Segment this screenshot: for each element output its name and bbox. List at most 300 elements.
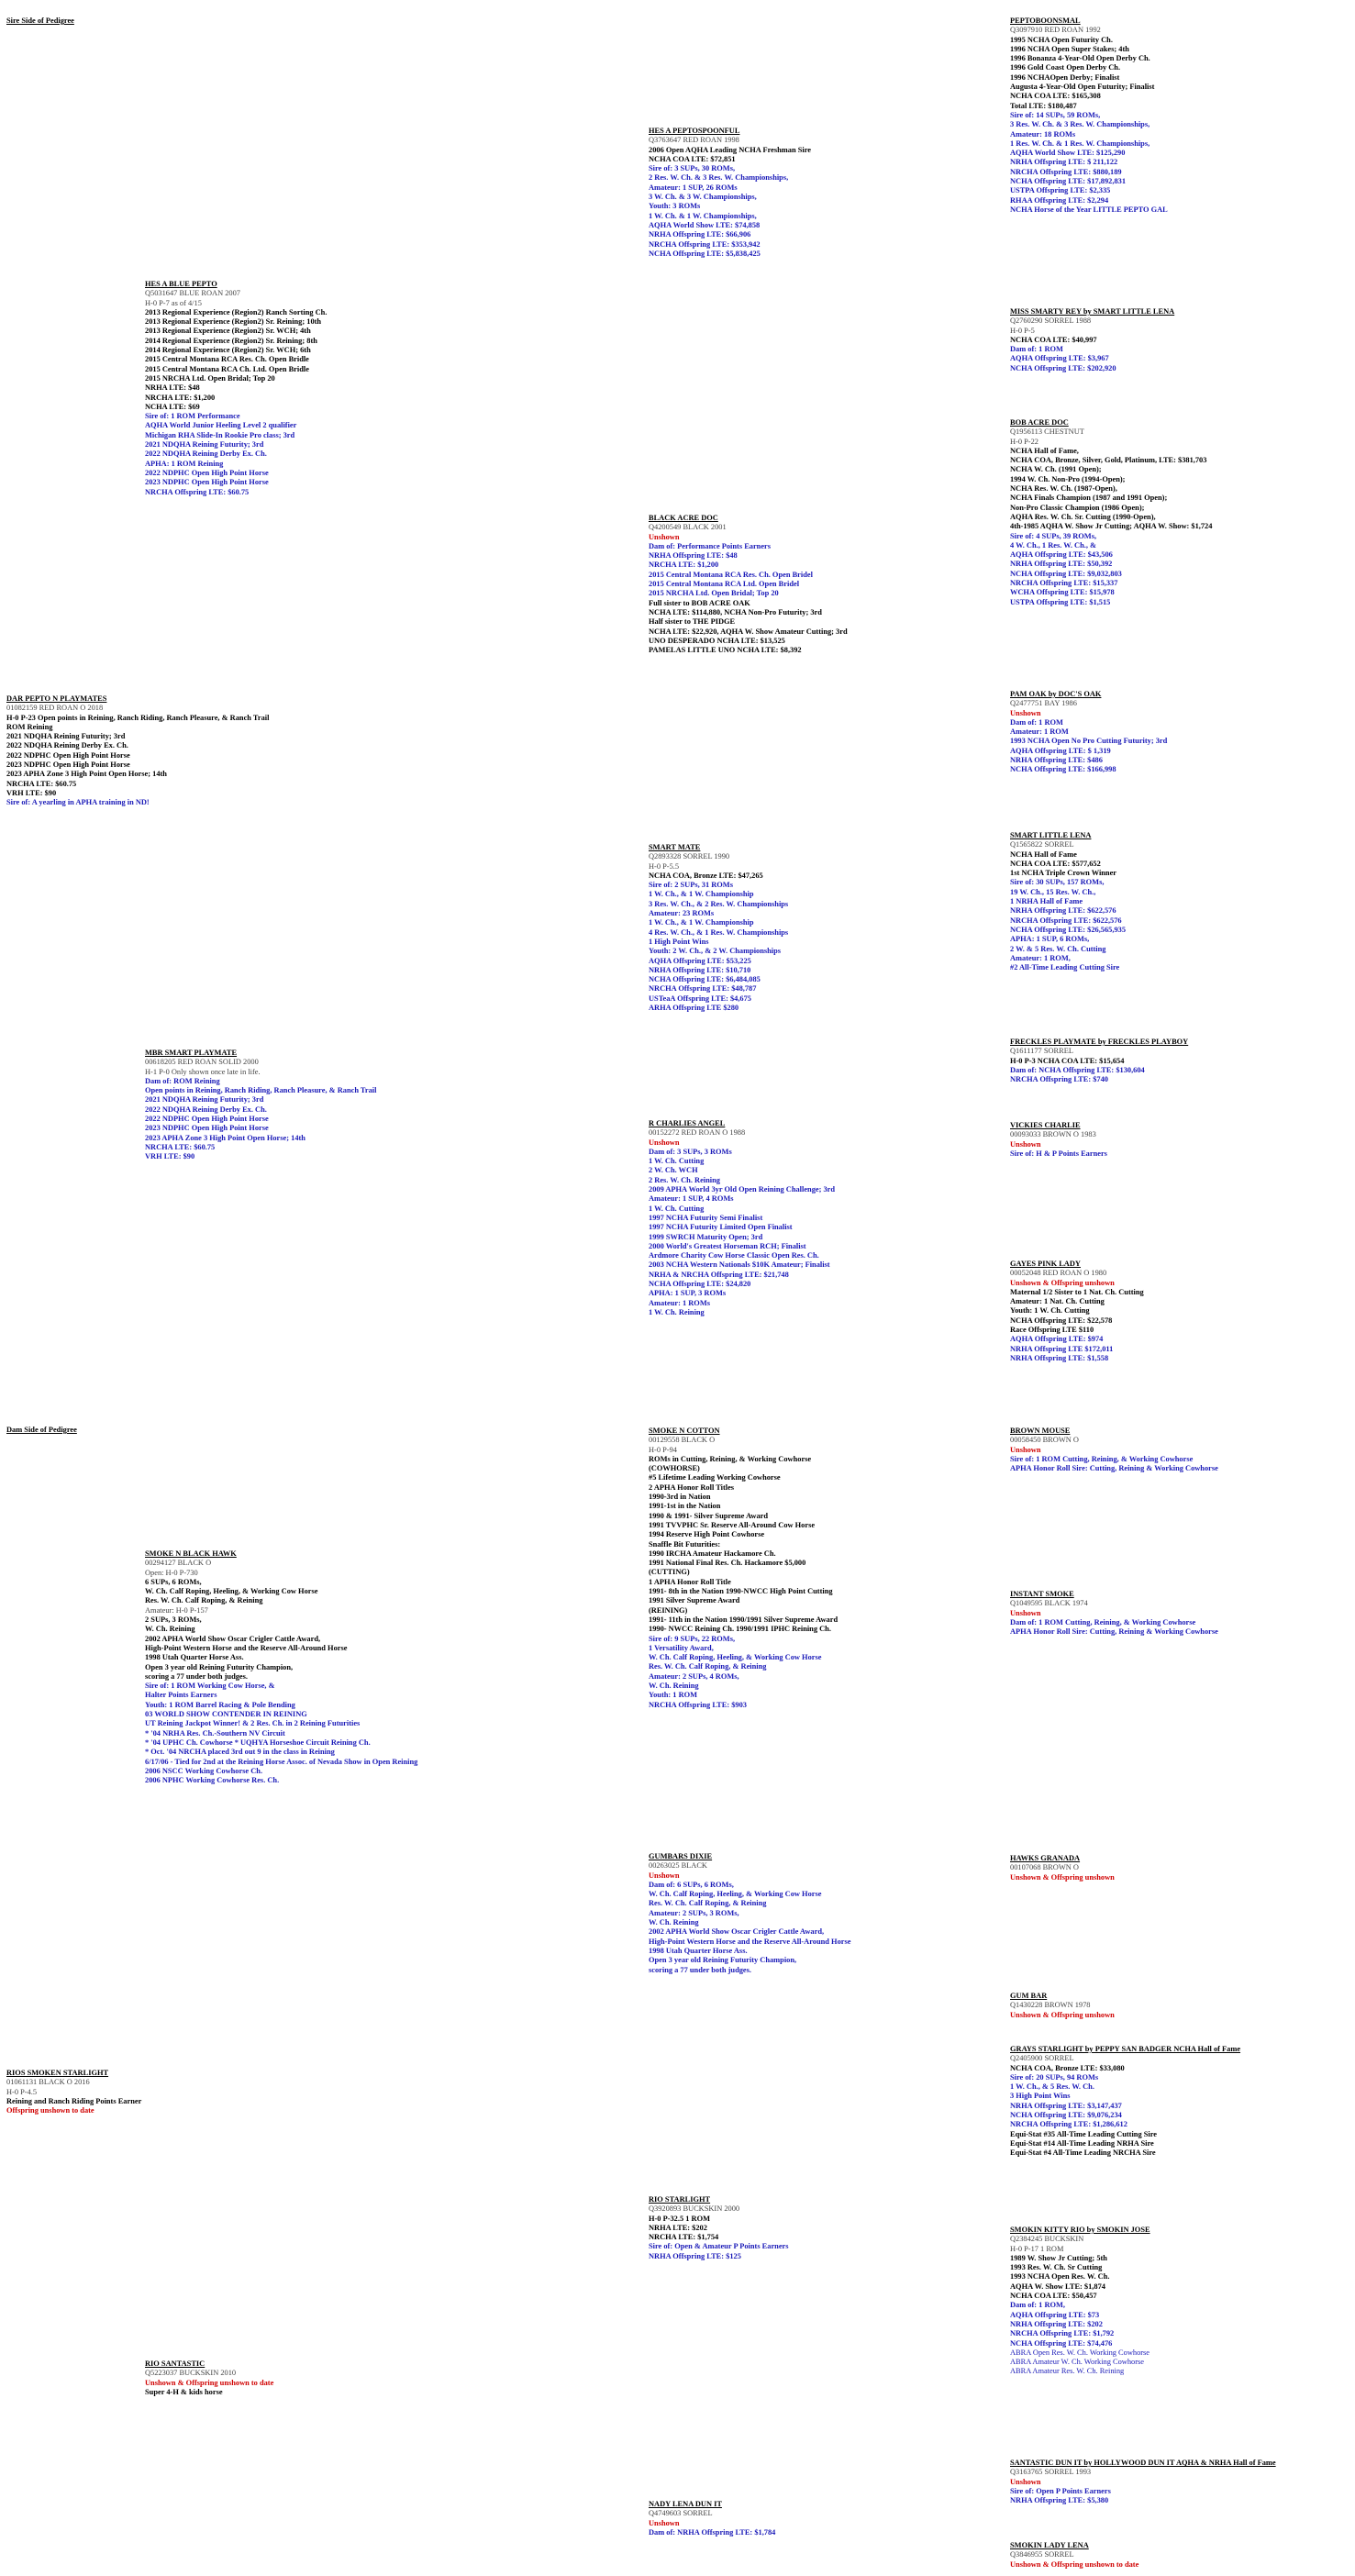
horse-name: DAR PEPTO N PLAYMATES xyxy=(6,694,107,703)
horse-detail-line: 1993 NCHA Open Res. W. Ch. xyxy=(1010,2272,1110,2282)
horse-detail-line: 4 W. Ch., 1 Res. W. Ch., & xyxy=(1010,540,1097,550)
horse-detail-line: 00129558 BLACK O xyxy=(649,1436,716,1445)
horse-detail-line: Amateur: 1 SUP, 4 ROMs xyxy=(649,1194,734,1204)
horse-detail-line: NRHA Offspring LTE: $50,392 xyxy=(1010,560,1113,569)
horse-detail-line: NRCHA Offspring LTE: $740 xyxy=(1010,1075,1108,1084)
horse-detail-line: Equi-Stat #4 All-Time Leading NRCHA Sire xyxy=(1010,2149,1156,2158)
horse-block-pam-oak xyxy=(1010,690,1340,775)
horse-detail-line: NRCHA Offspring LTE: $1,792 xyxy=(1010,2329,1115,2338)
horse-detail-line: 03 WORLD SHOW CONTENDER IN REINING xyxy=(145,1710,307,1719)
horse-detail-line: NCHA COA, Bronze LTE: $47,265 xyxy=(649,871,763,880)
horse-detail-line: Amateur: 1 ROMs xyxy=(649,1298,710,1307)
horse-block-rios-smoken-starlight xyxy=(6,2069,337,2115)
horse-detail-line: 01061131 BLACK O 2016 xyxy=(6,2078,90,2087)
horse-detail-line: NRHA Offspring LTE: $66,906 xyxy=(649,230,751,239)
horse-detail-line: NCHA Offspring LTE: $26,565,935 xyxy=(1010,925,1127,934)
horse-detail-line: NCHA COA LTE: $577,652 xyxy=(1010,859,1101,868)
horse-detail-line: H-0 P-5.5 xyxy=(649,861,680,871)
horse-detail-line: Reining and Ranch Riding Points Earner xyxy=(6,2096,142,2105)
horse-detail-line: * Oct. '04 NRCHA placed 3rd out 9 in the class in Reining xyxy=(145,1748,335,1757)
horse-detail-line: Youth: 1 ROM Barrel Racing & Pole Bending xyxy=(145,1700,295,1709)
horse-detail-line: Sire of: 2 SUPs, 31 ROMs xyxy=(649,881,733,890)
horse-detail-line: NRCHA Offspring LTE: $353,942 xyxy=(649,239,761,249)
horse-detail-line: 1990- NWCC Reining Ch. 1990/1991 IPHC Reining Ch. xyxy=(649,1625,831,1634)
horse-detail-line: 2015 Central Montana RCA Ch. Ltd. Open Bridle xyxy=(145,364,309,373)
horse-detail-line: Amateur: 2 SUPs, 3 ROMs, xyxy=(649,1908,739,1917)
horse-block-gayes-pink-lady xyxy=(1010,1260,1340,1363)
horse-detail-line: Unshown & Offspring unshown to date xyxy=(1010,2559,1139,2569)
horse-detail-line: APHA: 1 SUP, 6 ROMs, xyxy=(1010,935,1090,944)
horse-detail-line: ARHA Offspring LTE $280 xyxy=(649,1004,739,1013)
horse-block-rio-santastic xyxy=(145,2359,475,2397)
horse-detail-line: 2003 NCHA Western Nationals $10K Amateur; Finalist xyxy=(649,1260,830,1270)
horse-detail-line: Halter Points Earners xyxy=(145,1691,217,1700)
horse-detail-line: 2023 APHA Zone 3 High Point Open Horse; 14th xyxy=(145,1133,305,1142)
horse-name: FRECKLES PLAYMATE by FRECKLES PLAYBOY xyxy=(1010,1038,1189,1046)
horse-detail-line: Offspring unshown to date xyxy=(6,2106,94,2115)
horse-detail-line: 1991 Silver Supreme Award xyxy=(649,1596,740,1605)
horse-detail-line: Dam of: ROM Reining xyxy=(145,1076,220,1085)
horse-detail-line: 1997 NCHA Futurity Semi Finalist xyxy=(649,1213,763,1222)
horse-detail-line: Amateur: 18 ROMs xyxy=(1010,129,1076,139)
horse-detail-line: AQHA W. Show LTE: $1,874 xyxy=(1010,2282,1105,2291)
horse-detail-line: 1996 Gold Coast Open Derby Ch. xyxy=(1010,63,1121,72)
horse-detail-line: NRHA Offspring LTE: $125 xyxy=(649,2251,741,2260)
horse-detail-line: 00107068 BROWN O xyxy=(1010,1863,1079,1872)
horse-block-smokin-lady-lena xyxy=(1010,2541,1340,2570)
horse-detail-line: PAMELAS LITTLE UNO NCHA LTE: $8,392 xyxy=(649,646,802,655)
horse-name: SMOKE N COTTON xyxy=(649,1427,720,1435)
horse-detail-line: 1991- 11th in the Nation 1990/1991 Silver Supreme Award xyxy=(649,1615,839,1624)
horse-name: RIO SANTASTIC xyxy=(145,2359,205,2368)
horse-detail-line: AQHA Offspring LTE: $3,967 xyxy=(1010,354,1109,363)
horse-detail-line: VRH LTE: $90 xyxy=(145,1152,195,1161)
horse-detail-line: Amateur: 1 Nat. Ch. Cutting xyxy=(1010,1297,1105,1306)
horse-detail-line: USTPA Offspring LTE: $1,515 xyxy=(1010,597,1111,606)
horse-detail-line: AQHA Offspring LTE: $53,225 xyxy=(649,956,751,965)
horse-detail-line: NCHA Offspring LTE: $5,838,425 xyxy=(649,249,761,258)
horse-detail-line: 1998 Utah Quarter Horse Ass. xyxy=(649,1946,748,1955)
horse-detail-line: 00294127 BLACK O xyxy=(145,1559,212,1568)
horse-detail-line: Q3763647 RED ROAN 1998 xyxy=(649,136,739,145)
horse-detail-line: Maternal 1/2 Sister to 1 Nat. Ch. Cutting xyxy=(1010,1287,1144,1296)
horse-detail-line: Q2384245 BUCKSKIN xyxy=(1010,2235,1084,2244)
horse-detail-line: Unshown & Offspring unshown xyxy=(1010,1872,1115,1882)
horse-detail-line: NCHA LTE: $22,920, AQHA W. Show Amateur Cutting; 3rd xyxy=(649,627,848,636)
horse-detail-line: Full sister to BOB ACRE OAK xyxy=(649,598,750,607)
horse-detail-line: Q1611177 SORREL xyxy=(1010,1047,1073,1056)
horse-detail-line: 1991- 8th in the Nation 1990-NWCC High Point Cutting xyxy=(649,1587,833,1596)
horse-detail-line: 1993 Res. W. Ch. Sr Cutting xyxy=(1010,2263,1103,2272)
horse-detail-line: NCHA Offspring LTE: $202,920 xyxy=(1010,363,1116,372)
horse-detail-line: Amateur: 2 SUPs, 4 ROMs, xyxy=(649,1671,739,1681)
horse-detail-line: Unshown xyxy=(1010,708,1041,717)
horse-detail-line: 1994 Reserve High Point Cowhorse xyxy=(649,1530,765,1539)
horse-detail-line: Q2477751 BAY 1986 xyxy=(1010,699,1077,708)
horse-detail-line: Unshown xyxy=(649,2518,680,2527)
horse-detail-line: H-0 P-5 xyxy=(1010,326,1035,335)
horse-detail-line: NRHA Offspring LTE: $ 211,122 xyxy=(1010,158,1118,167)
horse-detail-line: 2006 Open AQHA Leading NCHA Freshman Sire xyxy=(649,145,811,154)
horse-detail-line: Open: H-0 P-730 xyxy=(145,1568,198,1577)
horse-detail-line: NCHA COA LTE: $40,997 xyxy=(1010,335,1097,344)
horse-detail-line: NCHA Offspring LTE: $22,578 xyxy=(1010,1316,1113,1325)
horse-detail-line: NCHA Offspring LTE: $24,820 xyxy=(649,1280,751,1289)
horse-block-grays-starlight xyxy=(1010,2045,1340,2159)
horse-detail-line: Dam of: NCHA Offspring LTE: $130,604 xyxy=(1010,1065,1145,1074)
horse-detail-line: Dam of: Performance Points Earners xyxy=(649,541,772,550)
horse-name: SMOKE N BLACK HAWK xyxy=(145,1549,237,1558)
horse-detail-line: Res. W. Ch. Calf Roping, & Reining xyxy=(649,1899,767,1908)
horse-block-santastic-dun-it xyxy=(1010,2459,1340,2505)
horse-detail-line: Q1956113 CHESTNUT xyxy=(1010,427,1084,437)
horse-detail-line: Q1430228 BROWN 1978 xyxy=(1010,2001,1091,2010)
horse-name: HAWKS GRANADA xyxy=(1010,1854,1081,1862)
horse-detail-line: Youth: 2 W. Ch., & 2 W. Championships xyxy=(649,947,782,956)
horse-detail-line: Sire of: 1 ROM Cutting, Reining, & Working Cowhorse xyxy=(1010,1454,1194,1463)
horse-detail-line: Unshown & Offspring unshown xyxy=(1010,2010,1115,2019)
horse-detail-line: Res. W. Ch. Calf Roping, & Reining xyxy=(649,1662,767,1671)
horse-detail-line: APHA Honor Roll Sire: Cutting, Reining & Working Cowhorse xyxy=(1010,1627,1218,1637)
horse-block-smoke-n-black-hawk xyxy=(145,1549,475,1785)
horse-block-hes-a-blue-pepto xyxy=(145,280,475,497)
horse-detail-line: WCHA Offspring LTE: $15,978 xyxy=(1010,588,1115,597)
horse-detail-line: AQHA World Show LTE: $74,858 xyxy=(649,220,761,229)
horse-detail-line: NRCHA Offspring LTE: $1,286,612 xyxy=(1010,2120,1127,2129)
horse-detail-line: 2002 APHA World Show Oscar Crigler Cattle Award, xyxy=(145,1634,321,1643)
horse-detail-line: NRHA Offspring LTE: $1,558 xyxy=(1010,1353,1109,1362)
horse-detail-line: APHA: 1 SUP, 3 ROMs xyxy=(649,1289,727,1298)
horse-detail-line: #2 All-Time Leading Cutting Sire xyxy=(1010,963,1120,972)
horse-detail-line: NRHA Offspring LTE: $10,710 xyxy=(649,965,751,974)
horse-detail-line: 1st NCHA Triple Crown Winner xyxy=(1010,869,1117,878)
horse-detail-line: 2021 NDQHA Reining Futurity; 3rd xyxy=(145,1095,264,1105)
horse-block-black-acre-doc xyxy=(649,514,979,655)
horse-detail-line: H-0 P-23 Open points in Reining, Ranch Riding, Ranch Pleasure, & Ranch Trail xyxy=(6,713,270,722)
horse-detail-line: Unshown xyxy=(649,1138,680,1147)
horse-name: BLACK ACRE DOC xyxy=(649,514,718,522)
horse-detail-line: 6 SUPs, 6 ROMs, xyxy=(145,1577,202,1586)
horse-detail-line: 1 Res. W. Ch. & 1 Res. W. Championships, xyxy=(1010,139,1150,148)
horse-detail-line: 2015 Central Montana RCA Res. Ch. Open Bridle xyxy=(145,355,309,364)
horse-detail-line: Sire of: 1 ROM Working Cow Horse, & xyxy=(145,1682,275,1691)
horse-detail-line: 2022 NDQHA Reining Derby Ex. Ch. xyxy=(145,1105,267,1114)
horse-detail-line: ROMs in Cutting, Reining, & Working Cowhorse xyxy=(649,1454,812,1463)
horse-detail-line: 1990 & 1991- Silver Supreme Award xyxy=(649,1511,769,1520)
horse-name: HES A BLUE PEPTO xyxy=(145,280,217,288)
horse-detail-line: Q1565822 SORREL xyxy=(1010,840,1074,849)
horse-detail-line: H-1 P-0 Only shown once late in life. xyxy=(145,1067,261,1076)
horse-detail-line: 2015 NRCHA Ltd. Open Bridal; Top 20 xyxy=(145,373,275,383)
horse-detail-line: 2014 Regional Experience (Region2) Sr. Reining; 8th xyxy=(145,336,317,345)
horse-detail-line: NRHA Offspring LTE: $48 xyxy=(649,551,738,561)
horse-detail-line: AQHA World Show LTE: $125,290 xyxy=(1010,149,1126,158)
horse-detail-line: Q3920893 BUCKSKIN 2000 xyxy=(649,2204,740,2214)
horse-detail-line: NCHA COA LTE: $165,308 xyxy=(1010,92,1101,101)
horse-block-smokin-kitty-rio xyxy=(1010,2226,1340,2377)
horse-detail-line: Snaffle Bit Futurities: xyxy=(649,1539,721,1549)
horse-detail-line: H-0 P-32.5 1 ROM xyxy=(649,2214,710,2223)
horse-detail-line: 1991 TVVPHC Sr. Reserve All-Around Cow Horse xyxy=(649,1520,816,1529)
horse-detail-line: NCHA Res. W. Ch. (1987-Open), xyxy=(1010,484,1117,494)
horse-detail-line: Q4200549 BLACK 2001 xyxy=(649,523,727,532)
horse-detail-line: Open 3 year old Reining Futurity Champion, xyxy=(145,1662,294,1671)
horse-detail-line: NRCHA Offspring LTE: $15,337 xyxy=(1010,579,1118,588)
horse-name: SMOKIN LADY LENA xyxy=(1010,2541,1089,2549)
horse-detail-line: Unshown xyxy=(1010,2477,1041,2486)
horse-detail-line: 2015 Central Montana RCA Ltd. Open Bridel xyxy=(649,580,800,589)
horse-detail-line: Dam of: 3 SUPs, 3 ROMs xyxy=(649,1147,732,1156)
horse-detail-line: NRCHA LTE: $1,754 xyxy=(649,2233,719,2242)
horse-detail-line: 2022 NDPHC Open High Point Horse xyxy=(145,468,269,477)
horse-detail-line: NRHA LTE: $202 xyxy=(649,2223,707,2232)
horse-detail-line: NCHA LTE: $69 xyxy=(145,402,200,411)
horse-detail-line: NCHA Finals Champion (1987 and 1991 Open); xyxy=(1010,494,1168,503)
horse-detail-line: scoring a 77 under both judges. xyxy=(145,1671,248,1681)
horse-detail-line: 1 W. Ch., & 1 W. Championship xyxy=(649,890,754,899)
horse-detail-line: 2022 NDPHC Open High Point Horse xyxy=(145,1115,269,1124)
horse-detail-line: ROM Reining xyxy=(6,722,53,731)
horse-block-dar-pepto-n-playmates xyxy=(6,694,337,808)
horse-detail-line: 3 Res. W. Ch. & 3 Res. W. Championships, xyxy=(1010,120,1150,129)
horse-detail-line: 2 Res. W. Ch. Reining xyxy=(649,1175,720,1184)
horse-name: SMOKIN KITTY RIO by SMOKIN JOSE xyxy=(1010,2226,1150,2234)
horse-detail-line: 1999 SWRCH Maturity Open; 3rd xyxy=(649,1232,763,1241)
horse-detail-line: Dam of: 1 ROM Cutting, Reining, & Working Cowhorse xyxy=(1010,1617,1196,1627)
horse-detail-line: NRCHA Offspring LTE: $903 xyxy=(649,1700,747,1709)
horse-detail-line: VRH LTE: $90 xyxy=(6,788,57,797)
horse-detail-line: Amateur: H-0 P-157 xyxy=(145,1605,208,1615)
horse-detail-line: 1996 NCHA Open Super Stakes; 4th xyxy=(1010,44,1129,53)
horse-detail-line: ABRA Amateur Res. W. Ch. Reining xyxy=(1010,2367,1125,2376)
horse-detail-line: NCHA COA, Bronze LTE: $33,080 xyxy=(1010,2063,1125,2072)
horse-detail-line: Q2893328 SORREL 1990 xyxy=(649,852,730,861)
horse-detail-line: Sire of: 30 SUPs, 157 ROMs, xyxy=(1010,878,1105,887)
horse-name: NADY LENA DUN IT xyxy=(649,2500,722,2508)
horse-detail-line: 2021 NDQHA Reining Futurity; 3rd xyxy=(145,440,264,450)
horse-detail-line: NRCHA Offspring LTE: $48,787 xyxy=(649,984,757,994)
horse-detail-line: NCHA Offspring LTE: $9,032,803 xyxy=(1010,569,1122,578)
horse-detail-line: NCHA Offspring LTE: $6,484,085 xyxy=(649,975,761,984)
horse-detail-line: Sire of: H & P Points Earners xyxy=(1010,1149,1107,1158)
horse-detail-line: NCHA Hall of Fame xyxy=(1010,849,1077,859)
horse-detail-line: USTeaA Offspring LTE: $4,675 xyxy=(649,994,751,1003)
horse-detail-line: 00093033 BROWN O 1983 xyxy=(1010,1130,1096,1139)
horse-detail-line: Sire of: Open & Amateur P Points Earners xyxy=(649,2242,789,2251)
horse-name: SMART MATE xyxy=(649,843,701,851)
horse-detail-line: Dam of: NRHA Offspring LTE: $1,784 xyxy=(649,2527,776,2537)
horse-detail-line: NCHA COA, Bronze, Silver, Gold, Platinum, LTE: $381,703 xyxy=(1010,456,1207,465)
horse-name: SMART LITTLE LENA xyxy=(1010,831,1092,839)
horse-detail-line: NRCHA LTE: $1,200 xyxy=(145,393,216,402)
horse-detail-line: 1990-3rd in Nation xyxy=(649,1493,711,1502)
dam-side-header: Dam Side of Pedigree xyxy=(6,1426,77,1434)
horse-detail-line: High-Point Western Horse and the Reserve All-Around Horse xyxy=(145,1643,348,1652)
horse-detail-line: NRHA Offspring LTE: $622,576 xyxy=(1010,906,1116,916)
horse-detail-line: Dam of: 1 ROM xyxy=(1010,345,1063,354)
horse-name: PEPTOBOONSMAL xyxy=(1010,17,1081,25)
horse-detail-line: 1996 Bonanza 4-Year-Old Open Derby Ch. xyxy=(1010,54,1150,63)
horse-detail-line: Q1049595 BLACK 1974 xyxy=(1010,1599,1088,1608)
horse-detail-line: NRHA Offspring LTE: $5,380 xyxy=(1010,2496,1109,2505)
horse-detail-line: RHAA Offspring LTE: $2,294 xyxy=(1010,195,1109,205)
horse-detail-line: Equi-Stat #14 All-Time Leading NRHA Sire xyxy=(1010,2138,1154,2148)
horse-detail-line: NRHA Offspring LTE $172,011 xyxy=(1010,1344,1114,1353)
horse-detail-line: Unshown xyxy=(649,1871,680,1880)
horse-name: GUM BAR xyxy=(1010,1992,1048,2000)
horse-detail-line: 1 W. Ch. Cutting xyxy=(649,1157,705,1166)
horse-detail-line: AQHA Offspring LTE: $974 xyxy=(1010,1335,1104,1344)
horse-detail-line: 1991-1st in the Nation xyxy=(649,1502,721,1511)
horse-detail-line: Q2760290 SORREL 1988 xyxy=(1010,316,1092,326)
horse-detail-line: NRCHA Offspring LTE: $60.75 xyxy=(145,487,250,496)
horse-detail-line: * '04 NRHA Res. Ch.-Southern NV Circuit xyxy=(145,1728,285,1738)
horse-detail-line: NRHA Offspring LTE: $486 xyxy=(1010,756,1103,765)
horse-detail-line: NCHA Offspring LTE: $74,476 xyxy=(1010,2338,1113,2348)
horse-detail-line: W. Ch. Reining xyxy=(649,1682,699,1691)
horse-detail-line: Unshown xyxy=(1010,1608,1041,1617)
horse-block-smart-mate xyxy=(649,843,979,1013)
horse-name: RIOS SMOKEN STARLIGHT xyxy=(6,2069,109,2077)
horse-detail-line: 2022 NDQHA Reining Derby Ex. Ch. xyxy=(6,741,128,750)
horse-detail-line: 1 NRHA Hall of Fame xyxy=(1010,897,1083,906)
horse-name: BOB ACRE DOC xyxy=(1010,418,1069,427)
horse-block-gumbars-dixie xyxy=(649,1852,979,1975)
horse-detail-line: USTPA Offspring LTE: $2,335 xyxy=(1010,186,1111,195)
horse-detail-line: 00058450 BROWN O xyxy=(1010,1436,1079,1445)
horse-detail-line: 1997 NCHA Futurity Limited Open Finalist xyxy=(649,1223,793,1232)
horse-detail-line: W. Ch. Calf Roping, Heeling, & Working Cow Horse xyxy=(145,1587,318,1596)
horse-detail-line: APHA: 1 ROM Reining xyxy=(145,459,224,468)
horse-detail-line: 2 W. & 5 Res. W. Ch. Cutting xyxy=(1010,944,1106,953)
horse-detail-line: W. Ch. Reining xyxy=(145,1625,195,1634)
horse-detail-line: 1 High Point Wins xyxy=(649,937,709,946)
horse-detail-line: Unshown & Offspring unshown xyxy=(1010,1278,1115,1287)
horse-detail-line: Unshown xyxy=(1010,1445,1041,1454)
horse-detail-line: 1 W. Ch. Reining xyxy=(649,1307,705,1316)
horse-detail-line: Michigan RHA Slide-In Rookie Pro class; 3rd xyxy=(145,430,295,439)
horse-detail-line: Equi-Stat #35 All-Time Leading Cutting Sire xyxy=(1010,2129,1157,2138)
horse-detail-line: Youth: 1 W. Ch. Cutting xyxy=(1010,1306,1090,1316)
horse-detail-line: 2 W. Ch. WCH xyxy=(649,1166,698,1175)
horse-detail-line: 2014 Regional Experience (Region2) Sr. WCH; 6th xyxy=(145,346,311,355)
horse-detail-line: Sire of: 1 ROM Performance xyxy=(145,412,240,421)
horse-detail-line: NRHA Offspring LTE: $3,147,437 xyxy=(1010,2101,1122,2110)
horse-detail-line: 2 SUPs, 3 ROMs, xyxy=(145,1616,202,1625)
horse-detail-line: Sire of: 9 SUPs, 22 ROMs, xyxy=(649,1634,736,1643)
horse-detail-line: 2 Res. W. Ch. & 3 Res. W. Championships, xyxy=(649,173,789,183)
horse-name: PAM OAK by DOC'S OAK xyxy=(1010,690,1102,698)
horse-detail-line: 2023 NDPHC Open High Point Horse xyxy=(145,478,269,487)
horse-detail-line: Dam of: 1 ROM xyxy=(1010,717,1063,727)
horse-detail-line: * '04 UPHC Ch. Cowhorse * UQHYA Horseshoe Circuit Reining Ch. xyxy=(145,1738,371,1747)
horse-block-hawks-granada xyxy=(1010,1854,1340,1882)
horse-detail-line: Super 4-H & kids horse xyxy=(145,2387,223,2396)
horse-detail-line: (REINING) xyxy=(649,1605,688,1615)
horse-block-mbr-smart-playmate xyxy=(145,1049,475,1162)
horse-detail-line: Total LTE: $180,487 xyxy=(1010,101,1077,110)
horse-detail-line: 1993 NCHA Open No Pro Cutting Futurity; 3rd xyxy=(1010,737,1168,746)
horse-detail-line: Amateur: 23 ROMs xyxy=(649,909,715,918)
horse-detail-line: H-0 P-94 xyxy=(649,1445,677,1454)
horse-detail-line: 2021 NDQHA Reining Futurity; 3rd xyxy=(6,732,126,741)
horse-detail-line: NRCHA Offspring LTE: $880,189 xyxy=(1010,167,1122,176)
horse-detail-line: 2009 APHA World 3yr Old Open Reining Challenge; 3rd xyxy=(649,1185,836,1194)
horse-detail-line: Race Offspring LTE $110 xyxy=(1010,1326,1094,1335)
horse-detail-line: 3 Res. W. Ch., & 2 Res. W. Championships xyxy=(649,899,789,908)
horse-detail-line: NRCHA Offspring LTE: $622,576 xyxy=(1010,916,1122,925)
horse-block-brown-mouse xyxy=(1010,1427,1340,1473)
horse-name: GUMBARS DIXIE xyxy=(649,1852,713,1860)
horse-block-peptoboonsmal xyxy=(1010,17,1340,215)
sire-side-header: Sire Side of Pedigree xyxy=(6,17,74,25)
horse-detail-line: Res. W. Ch. Calf Roping, & Reining xyxy=(145,1596,263,1605)
horse-detail-line: Sire of: 14 SUPs, 59 ROMs, xyxy=(1010,110,1101,119)
horse-detail-line: 1991 National Final Res. Ch. Hackamore $5,000 xyxy=(649,1559,806,1568)
horse-detail-line: AQHA Offspring LTE: $43,506 xyxy=(1010,550,1113,560)
horse-detail-line: 1998 Utah Quarter Horse Ass. xyxy=(145,1653,244,1662)
horse-block-vickies-charlie xyxy=(1010,1121,1340,1159)
horse-detail-line: Youth: 3 ROMs xyxy=(649,202,701,211)
horse-detail-line: UNO DESPERADO NCHA LTE: $13,525 xyxy=(649,636,785,645)
horse-detail-line: 2015 Central Montana RCA Res. Ch. Open Bridel xyxy=(649,570,813,579)
horse-detail-line: Amateur: 1 ROM xyxy=(1010,727,1069,737)
horse-detail-line: ABRA Amateur W. Ch. Working Cowhorse xyxy=(1010,2358,1144,2367)
horse-detail-line: 2000 World's Greatest Horseman RCH; Finalist xyxy=(649,1241,806,1250)
horse-detail-line: AQHA Res. W. Ch. Sr. Cutting (1990-Open), xyxy=(1010,512,1156,521)
horse-detail-line: Sire of: A yearling in APHA training in ND! xyxy=(6,798,150,807)
horse-detail-line: Dam of: 1 ROM, xyxy=(1010,2301,1066,2310)
horse-detail-line: 1 Versatility Award, xyxy=(649,1643,714,1652)
horse-detail-line: 2013 Regional Experience (Region2) Sr. WCH; 4th xyxy=(145,327,311,336)
horse-detail-line: Q3097910 RED ROAN 1992 xyxy=(1010,26,1101,35)
horse-detail-line: 2 APHA Honor Roll Titles xyxy=(649,1482,735,1492)
horse-detail-line: Open points in Reining, Ranch Riding, Ranch Pleasure, & Ranch Trail xyxy=(145,1086,377,1095)
horse-detail-line: 2022 NDQHA Reining Derby Ex. Ch. xyxy=(145,450,267,459)
horse-name: VICKIES CHARLIE xyxy=(1010,1121,1081,1129)
horse-name: MISS SMARTY REY by SMART LITTLE LENA xyxy=(1010,307,1175,316)
horse-block-gum-bar xyxy=(1010,1992,1340,2020)
horse-detail-line: Q4749603 SORREL xyxy=(649,2509,713,2518)
horse-detail-line: Amateur: 1 ROM, xyxy=(1010,953,1071,962)
horse-detail-line: 4th-1985 AQHA W. Show Jr Cutting; AQHA W. Show: $1,724 xyxy=(1010,522,1213,531)
horse-detail-line: 2002 APHA World Show Oscar Crigler Cattle Award, xyxy=(649,1927,825,1937)
horse-detail-line: NRHA Offspring LTE: $202 xyxy=(1010,2319,1103,2328)
horse-detail-line: 4 Res. W. Ch., & 1 Res. W. Championships xyxy=(649,927,789,937)
horse-detail-line: 1996 NCHAOpen Derby; Finalist xyxy=(1010,72,1120,82)
horse-detail-line: 19 W. Ch., 15 Res. W. Ch., xyxy=(1010,887,1096,896)
horse-name: BROWN MOUSE xyxy=(1010,1427,1071,1435)
horse-detail-line: NCHA Offspring LTE: $9,076,234 xyxy=(1010,2111,1122,2120)
horse-detail-line: (COWHORSE) xyxy=(649,1464,700,1473)
horse-detail-line: 01082159 RED ROAN O 2018 xyxy=(6,704,104,713)
horse-detail-line: NCHA Offspring LTE: $17,892,831 xyxy=(1010,177,1127,186)
horse-detail-line: 2013 Regional Experience (Region2) Ranch Sorting Ch. xyxy=(145,307,328,316)
horse-detail-line: Q3846955 SORREL xyxy=(1010,2550,1074,2559)
horse-detail-line: H-0 P-3 NCHA COA LTE: $15,654 xyxy=(1010,1056,1125,1065)
horse-detail-line: NRCHA LTE: $1,200 xyxy=(649,561,719,570)
horse-detail-line: 1 W. Ch., & 1 W. Championship xyxy=(649,918,754,927)
horse-detail-line: NCHA COA LTE: $72,851 xyxy=(649,154,736,163)
horse-block-rio-starlight xyxy=(649,2195,979,2261)
horse-detail-line: AQHA Offspring LTE: $ 1,319 xyxy=(1010,746,1111,755)
horse-name: INSTANT SMOKE xyxy=(1010,1590,1074,1598)
horse-detail-line: Unshown & Offspring unshown to date xyxy=(145,2378,274,2387)
horse-detail-line: 1994 W. Ch. Non-Pro (1994-Open); xyxy=(1010,474,1126,483)
horse-name: HES A PEPTOSPOONFUL xyxy=(649,127,740,135)
horse-block-smoke-n-cotton xyxy=(649,1427,979,1710)
horse-detail-line: 00618205 RED ROAN SOLID 2000 xyxy=(145,1058,259,1067)
